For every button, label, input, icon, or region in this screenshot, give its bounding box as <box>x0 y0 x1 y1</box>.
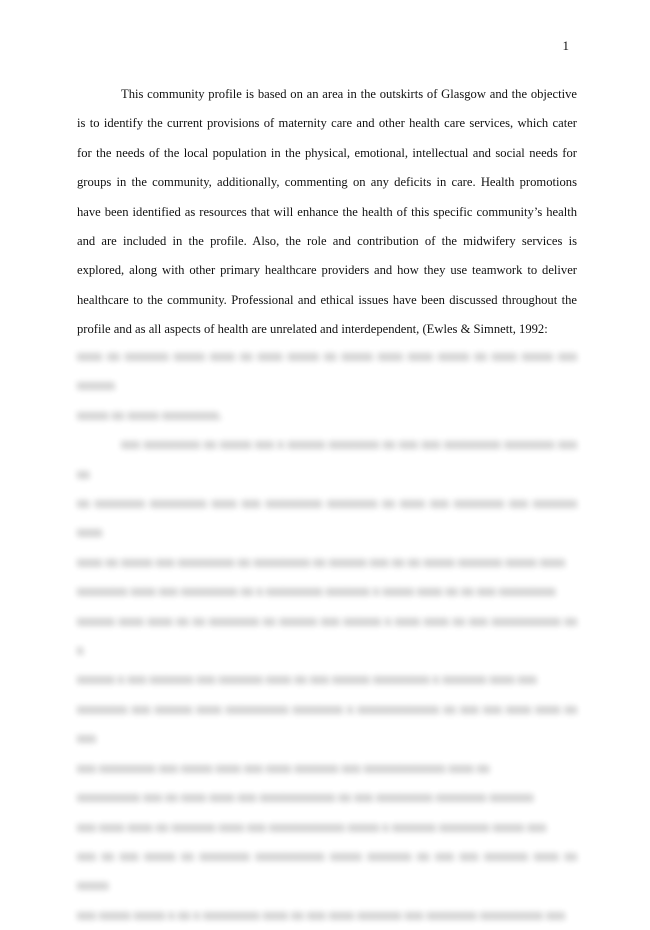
body-paragraph-1: This community profile is based on an area in the outskirts of Glasgow and the objective is to identify the current provisions of maternity care and other health care services, which cater for the needs of the local population in the physical, emotional, intellectual and social needs for groups in the community, additionally, commenting on any deficits in care. Health promotions have been identified as resources that will enhance the health of this specific community’s health and are included in the profile. Also, the role and contribution of the midwifery services is explored, along with other primary healthcare providers and how they use teamwork to deliver healthcare to the community. Professional and ethical issues have been discussed throughout the profile and as all aspects of health are unrelated and interdependent, (Ewles & Simnett, 1992: <box>77 87 577 337</box>
page-number: 1 <box>562 38 569 53</box>
blurred-preview-text: xxxx xx xxxxxxx xxxxx xxxx xx xxxx xxxxx xx xxxxx xxxx xxxx xxxxx xx xxxx xxxxx xxx xxxxxx xxxxx xx xxxxx xxxxxxxxx. xxx xxxxxxxxx xx xxxxx xxx x xxxxxx xxxxxxxx xx xxx xxx xxxxxxxxx xxxxxxxx xxx xx xx xxxxxxxx xxxxxxxxx xxxx xxx xxxxxxxxx xxxxxxxx xx xxxx xxx xxxxxxxx xxx xxxxxxx xxxx xxxx xx xxxxx xxx xxxxxxxxx xx xxxxxxxxx xx xxxxxx xxx xx xx xxxxx xxxxxxx xxxxx xxxx xxxxxxxx xxxx xxx xxxxxxxxx xx x xxxxxxxxx xxxxxxx x xxxxx xxxx xx xx xxx xxxxxxxxx xxxxxx xxxx xxxx xx xx xxxxxxxx xx xxxxxx xxx xxxxxx x xxxx xxxx xx xxx xxxxxxxxxxx xx x xxxxxx x xxx xxxxxxx xxx xxxxxxx xxxx xx xxx xxxxxx xxxxxxxxx x xxxxxxx xxxx xxx xxxxxxxx xxx xxxxxx xxxx xxxxxxxxxx xxxxxxxx x xxxxxxxxxxxxx xx xxx xxx xxxx xxxx xx xxx xxx xxxxxxxxx xxx xxxxx xxxx xxx xxxx xxxxxxx xxx xxxxxxxxxxxxx xxxx xx xxxxxxxxxx xxx xx xxxx xxxx xxx xxxxxxxxxxxx xx xxx xxxxxxxxx xxxxxxxx xxxxxxx xxx xxxx xxxx xx xxxxxxx xxxx xxx xxxxxxxxxxxx xxxxx x xxxxxxx xxxxxxxx xxxxx xxx xxx xx xxx xxxxx xx xxxxxxxx xxxxxxxxxxx xxxxx xxxxxxx xx xxx xxx xxxxxxx xxxx xx xxxxx xxx xxxxx xxxxx x xx x xxxxxxxxx xxxx xx xxx xxxx xxxxxxx xxx xxxxxxxx xxxxxxxxxx xxx <box>77 349 577 922</box>
